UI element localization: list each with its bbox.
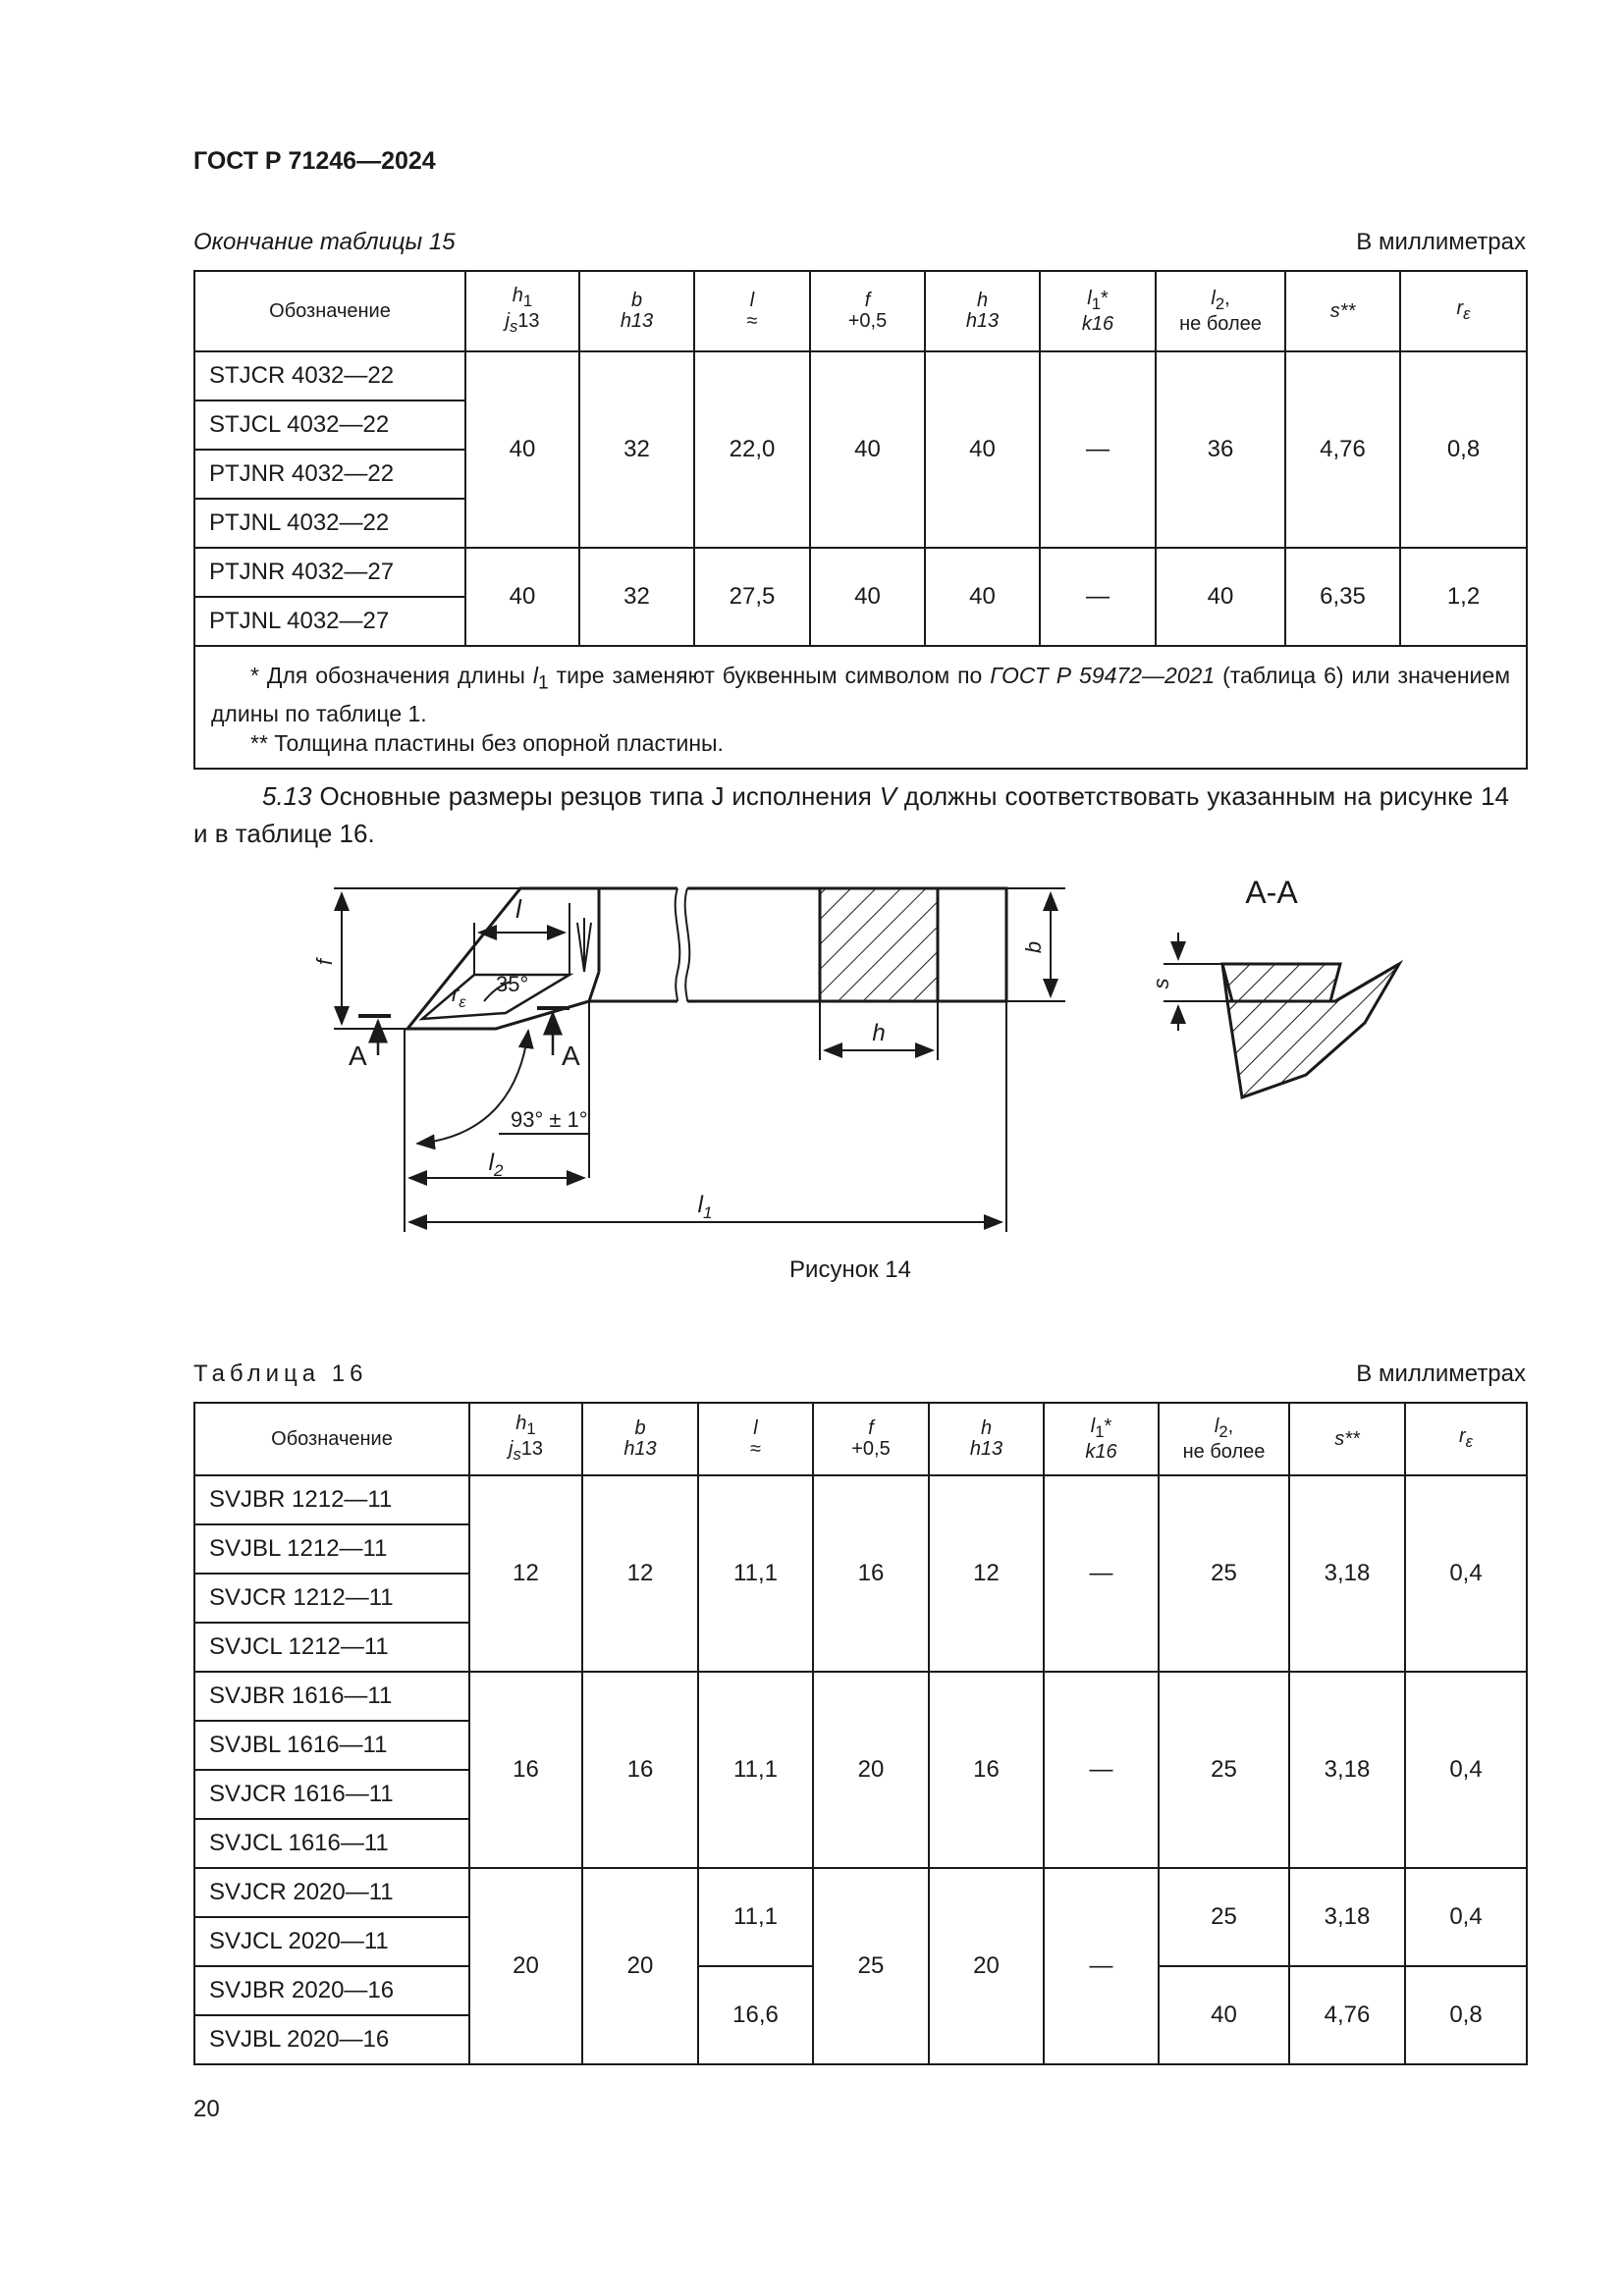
header-b: b h13: [582, 1403, 698, 1475]
label-r-epsilon: $r_\varepsilon$: [452, 982, 466, 1011]
table15-footnote-row: [194, 646, 1527, 769]
header-h1: $h_1$ $j_s13$: [465, 271, 579, 351]
value-f: 20: [813, 1672, 929, 1868]
header-f: f +0,5: [813, 1403, 929, 1475]
label-l2: $l_2$: [488, 1149, 504, 1180]
header-designation: Обозначение: [194, 271, 465, 351]
label-l1: $l_1$: [697, 1192, 713, 1222]
label-angle-35: 35°: [496, 972, 529, 996]
value-s: 3,18: [1289, 1475, 1405, 1672]
value-s: 3,18: [1289, 1868, 1405, 1966]
designation-cell: PTJNL 4032—27: [194, 597, 465, 646]
designation-cell: SVJBR 2020—16: [194, 1966, 469, 2015]
designation-cell: SVJBR 1616—11: [194, 1672, 469, 1721]
header-s: s**: [1289, 1403, 1405, 1475]
value-s: 4,76: [1285, 351, 1400, 548]
value-s: 3,18: [1289, 1672, 1405, 1868]
header-l2: $l_2$, не более: [1156, 271, 1285, 351]
designation-cell: SVJBL 1616—11: [194, 1721, 469, 1770]
designation-cell: STJCR 4032—22: [194, 351, 465, 400]
value-l: 11,1: [698, 1868, 813, 1966]
table-row: [194, 1672, 1527, 1721]
value-s: 4,76: [1289, 1966, 1405, 2064]
table16-units: В миллиметрах: [1356, 1361, 1526, 1387]
header-r: $r_\varepsilon$: [1405, 1403, 1527, 1475]
value-h1: 12: [469, 1475, 582, 1672]
header-h: h h13: [925, 271, 1040, 351]
designation-cell: SVJBL 2020—16: [194, 2015, 469, 2064]
value-s: 6,35: [1285, 548, 1400, 646]
value-l1: —: [1040, 548, 1156, 646]
table15-units: В миллиметрах: [1356, 229, 1526, 255]
header-h: h h13: [929, 1403, 1044, 1475]
section-view: [1222, 964, 1399, 1097]
designation-cell: PTJNR 4032—22: [194, 450, 465, 499]
value-b: 16: [582, 1672, 698, 1868]
paragraph-5-13: 5.13 Основные размеры резцов типа J исполнения V должны соответствовать указанным на рисунке 14 и в таблице 16.: [193, 781, 1509, 848]
value-r: 1,2: [1400, 548, 1527, 646]
value-l: 11,1: [698, 1475, 813, 1672]
value-l: 27,5: [694, 548, 810, 646]
header-l1: $l_1*$ k16: [1044, 1403, 1159, 1475]
value-b: 32: [579, 548, 694, 646]
label-f: f: [312, 958, 337, 966]
table15-footnote: * Для обозначения длины $l_1$ тире заменяют буквенным символом по ГОСТ Р 59472—2021 (таблица 6) или значением длины по таблице 1. ** Толщина пластины без опорной пластины.: [194, 646, 1527, 769]
table-row: [194, 548, 1527, 597]
designation-cell: SVJCL 1616—11: [194, 1819, 469, 1868]
value-l: 22,0: [694, 351, 810, 548]
value-r: 0,4: [1405, 1868, 1527, 1966]
value-l2: 40: [1159, 1966, 1289, 2064]
value-f: 40: [810, 548, 925, 646]
value-h: 20: [929, 1868, 1044, 2064]
label-s: s: [1149, 978, 1173, 989]
value-l1: —: [1040, 351, 1156, 548]
value-l2: 25: [1159, 1475, 1289, 1672]
value-l2: 40: [1156, 548, 1285, 646]
page-number: 20: [193, 2096, 220, 2122]
value-l1: —: [1044, 1672, 1159, 1868]
table15-header-row: [194, 271, 1527, 351]
value-l1: —: [1044, 1868, 1159, 2064]
table16-header-row: [194, 1403, 1527, 1475]
value-r: 0,4: [1405, 1475, 1527, 1672]
designation-cell: SVJBR 1212—11: [194, 1475, 469, 1524]
designation-cell: SVJBL 1212—11: [194, 1524, 469, 1574]
designation-cell: SVJCL 1212—11: [194, 1623, 469, 1672]
value-r: 0,8: [1405, 1966, 1527, 2064]
value-h: 16: [929, 1672, 1044, 1868]
value-f: 40: [810, 351, 925, 548]
table-row: [194, 351, 1527, 400]
value-l1: —: [1044, 1475, 1159, 1672]
value-h: 40: [925, 351, 1040, 548]
designation-cell: SVJCR 1616—11: [194, 1770, 469, 1819]
value-r: 0,4: [1405, 1672, 1527, 1868]
header-l: l ≈: [694, 271, 810, 351]
table-row: [194, 1475, 1527, 1524]
value-r: 0,8: [1400, 351, 1527, 548]
value-f: 16: [813, 1475, 929, 1672]
designation-cell: SVJCR 1212—11: [194, 1574, 469, 1623]
figure-14-drawing: [0, 864, 1624, 1247]
figure-caption: Рисунок 14: [789, 1256, 911, 1283]
label-section-A-right: А: [562, 1041, 580, 1071]
value-l2: 25: [1159, 1672, 1289, 1868]
header-r: $r_\varepsilon$: [1400, 271, 1527, 351]
header-f: f +0,5: [810, 271, 925, 351]
value-l: 11,1: [698, 1672, 813, 1868]
header-l2: $l_2$, не более: [1159, 1403, 1289, 1475]
tool-shank: [589, 888, 1006, 1001]
value-b: 12: [582, 1475, 698, 1672]
header-h1: $h_1$ $j_s13$: [469, 1403, 582, 1475]
table15: [193, 270, 1528, 770]
designation-cell: SVJCL 2020—11: [194, 1917, 469, 1966]
dimension-l1: [405, 1001, 1006, 1232]
value-h1: 20: [469, 1868, 582, 2064]
label-section-A-left: А: [349, 1041, 367, 1071]
designation-cell: PTJNR 4032—27: [194, 548, 465, 597]
table-row: [194, 1868, 1527, 1917]
table15-caption: Окончание таблицы 15: [193, 229, 456, 255]
header-l1: $l_1*$ k16: [1040, 271, 1156, 351]
designation-cell: SVJCR 2020—11: [194, 1868, 469, 1917]
value-h: 12: [929, 1475, 1044, 1672]
value-f: 25: [813, 1868, 929, 2064]
table16-caption: Таблица 16: [193, 1361, 368, 1387]
value-h1: 16: [469, 1672, 582, 1868]
value-h1: 40: [465, 351, 579, 548]
value-b: 20: [582, 1868, 698, 2064]
value-l2: 36: [1156, 351, 1285, 548]
header-s: s**: [1285, 271, 1400, 351]
hatched-section: [820, 888, 938, 1001]
header-designation: Обозначение: [194, 1403, 469, 1475]
label-angle-93: 93° ± 1°: [511, 1107, 588, 1132]
table16: [193, 1402, 1528, 2065]
header-l: l ≈: [698, 1403, 813, 1475]
label-h: h: [872, 1020, 886, 1046]
dimension-l: [474, 903, 569, 974]
label-l: l: [515, 894, 521, 924]
value-h: 40: [925, 548, 1040, 646]
value-l2: 25: [1159, 1868, 1289, 1966]
designation-cell: STJCL 4032—22: [194, 400, 465, 450]
value-l: 16,6: [698, 1966, 813, 2064]
designation-cell: PTJNL 4032—22: [194, 499, 465, 548]
label-b: b: [1021, 940, 1046, 954]
value-b: 32: [579, 351, 694, 548]
section-title: А-А: [1245, 875, 1298, 910]
value-h1: 40: [465, 548, 579, 646]
header-b: b h13: [579, 271, 694, 351]
document-code: ГОСТ Р 71246—2024: [193, 147, 436, 175]
